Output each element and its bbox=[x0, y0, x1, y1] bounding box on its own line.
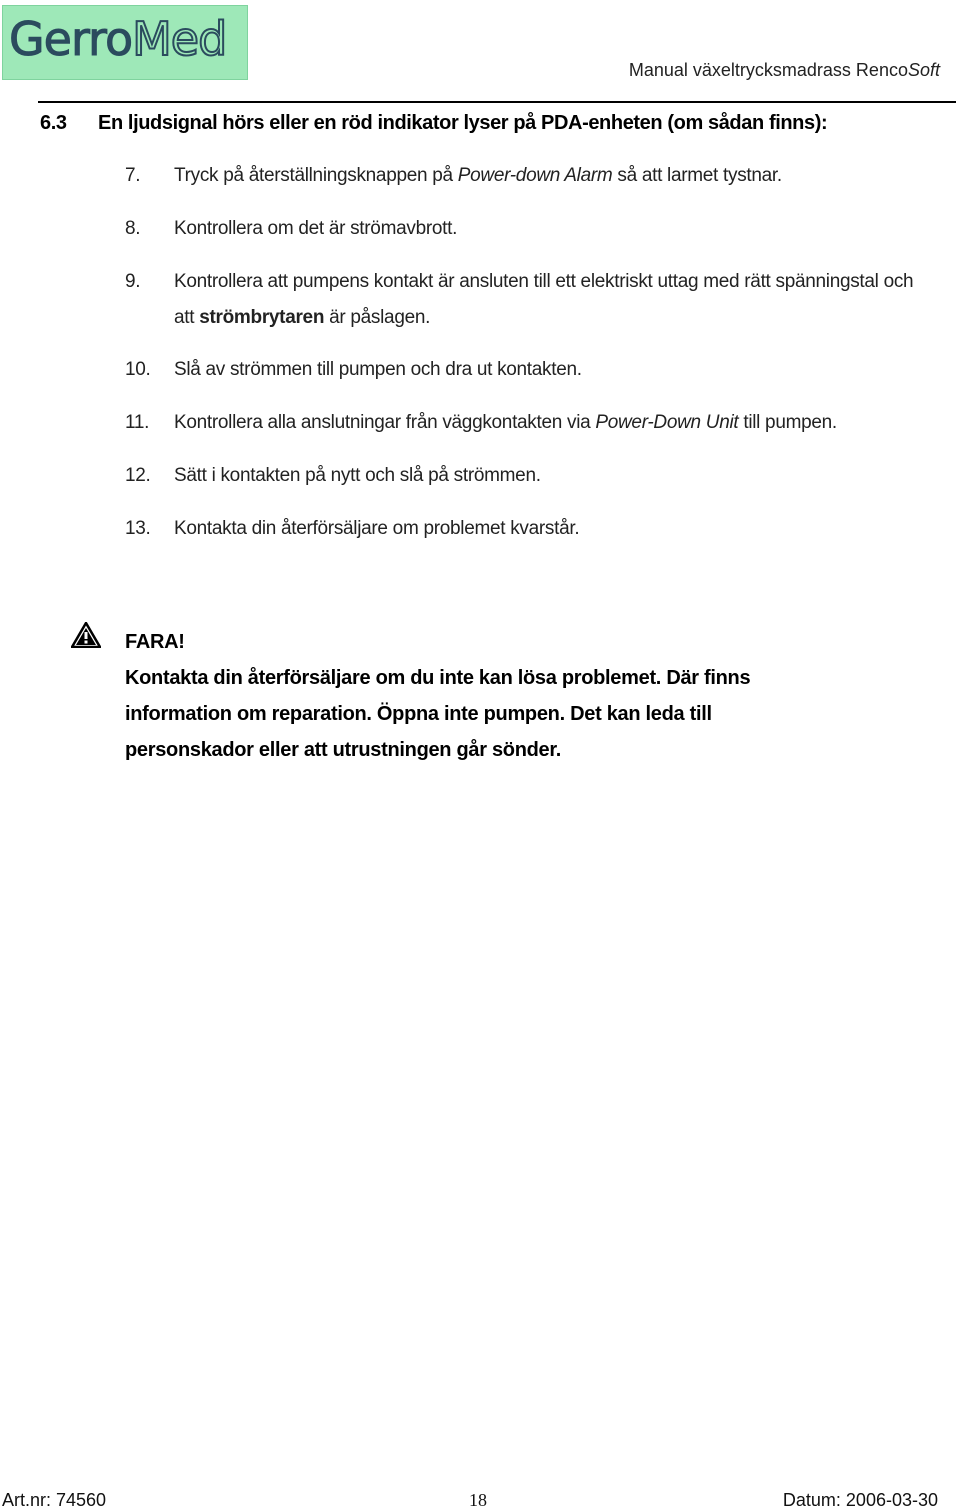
footer-art-nr: Art.nr: 74560 bbox=[2, 1490, 107, 1510]
warning-line-2: information om reparation. Öppna inte pumpen. Det kan leda till bbox=[125, 703, 712, 725]
warning-triangle-icon bbox=[71, 622, 101, 653]
step-13: 13. Kontakta din återförsäljare om problemet kvarstår. bbox=[125, 518, 580, 539]
step-11: 11. Kontrollera alla anslutningar från väggkontakten via Power-Down Unit till pumpen. bbox=[125, 412, 837, 433]
step-8: 8. Kontrollera om det är strömavbrott. bbox=[125, 218, 458, 239]
manual-title: Manual växeltrycksmadrass RencoSoft bbox=[628, 60, 940, 80]
footer-page-number: 18 bbox=[469, 1490, 487, 1510]
section-number: 6.3 bbox=[40, 112, 67, 134]
footer-date: Datum: 2006-03-30 bbox=[782, 1490, 938, 1510]
warning-line-1: Kontakta din återförsäljare om du inte kan lösa problemet. Där finns bbox=[125, 667, 751, 689]
step-12: 12. Sätt i kontakten på nytt och slå på strömmen. bbox=[125, 465, 541, 486]
gerromed-logo bbox=[2, 5, 248, 80]
section-heading bbox=[40, 112, 827, 135]
step-9: 9. Kontrollera att pumpens kontakt är ansluten till ett elektriskt uttag med rätt spänningstal och att strömbrytaren är påslagen. bbox=[125, 264, 960, 336]
step-9-continuation: att strömbrytaren är påslagen. bbox=[174, 307, 431, 328]
section-title: En ljudsignal hörs eller en röd indikator lyser på PDA-enheten (om sådan finns): bbox=[98, 112, 828, 134]
warning-heading: FARA! bbox=[125, 631, 185, 653]
step-10: 10. Slå av strömmen till pumpen och dra ut kontakten. bbox=[125, 359, 582, 380]
header-rule bbox=[38, 101, 956, 103]
danger-warning bbox=[125, 624, 825, 768]
warning-line-3: personskador eller att utrustningen går sönder. bbox=[125, 739, 561, 761]
step-7: 7. Tryck på återställningsknappen på Power-down Alarm så att larmet tystnar. bbox=[125, 165, 782, 186]
logo-text: GerroMed bbox=[9, 12, 227, 66]
